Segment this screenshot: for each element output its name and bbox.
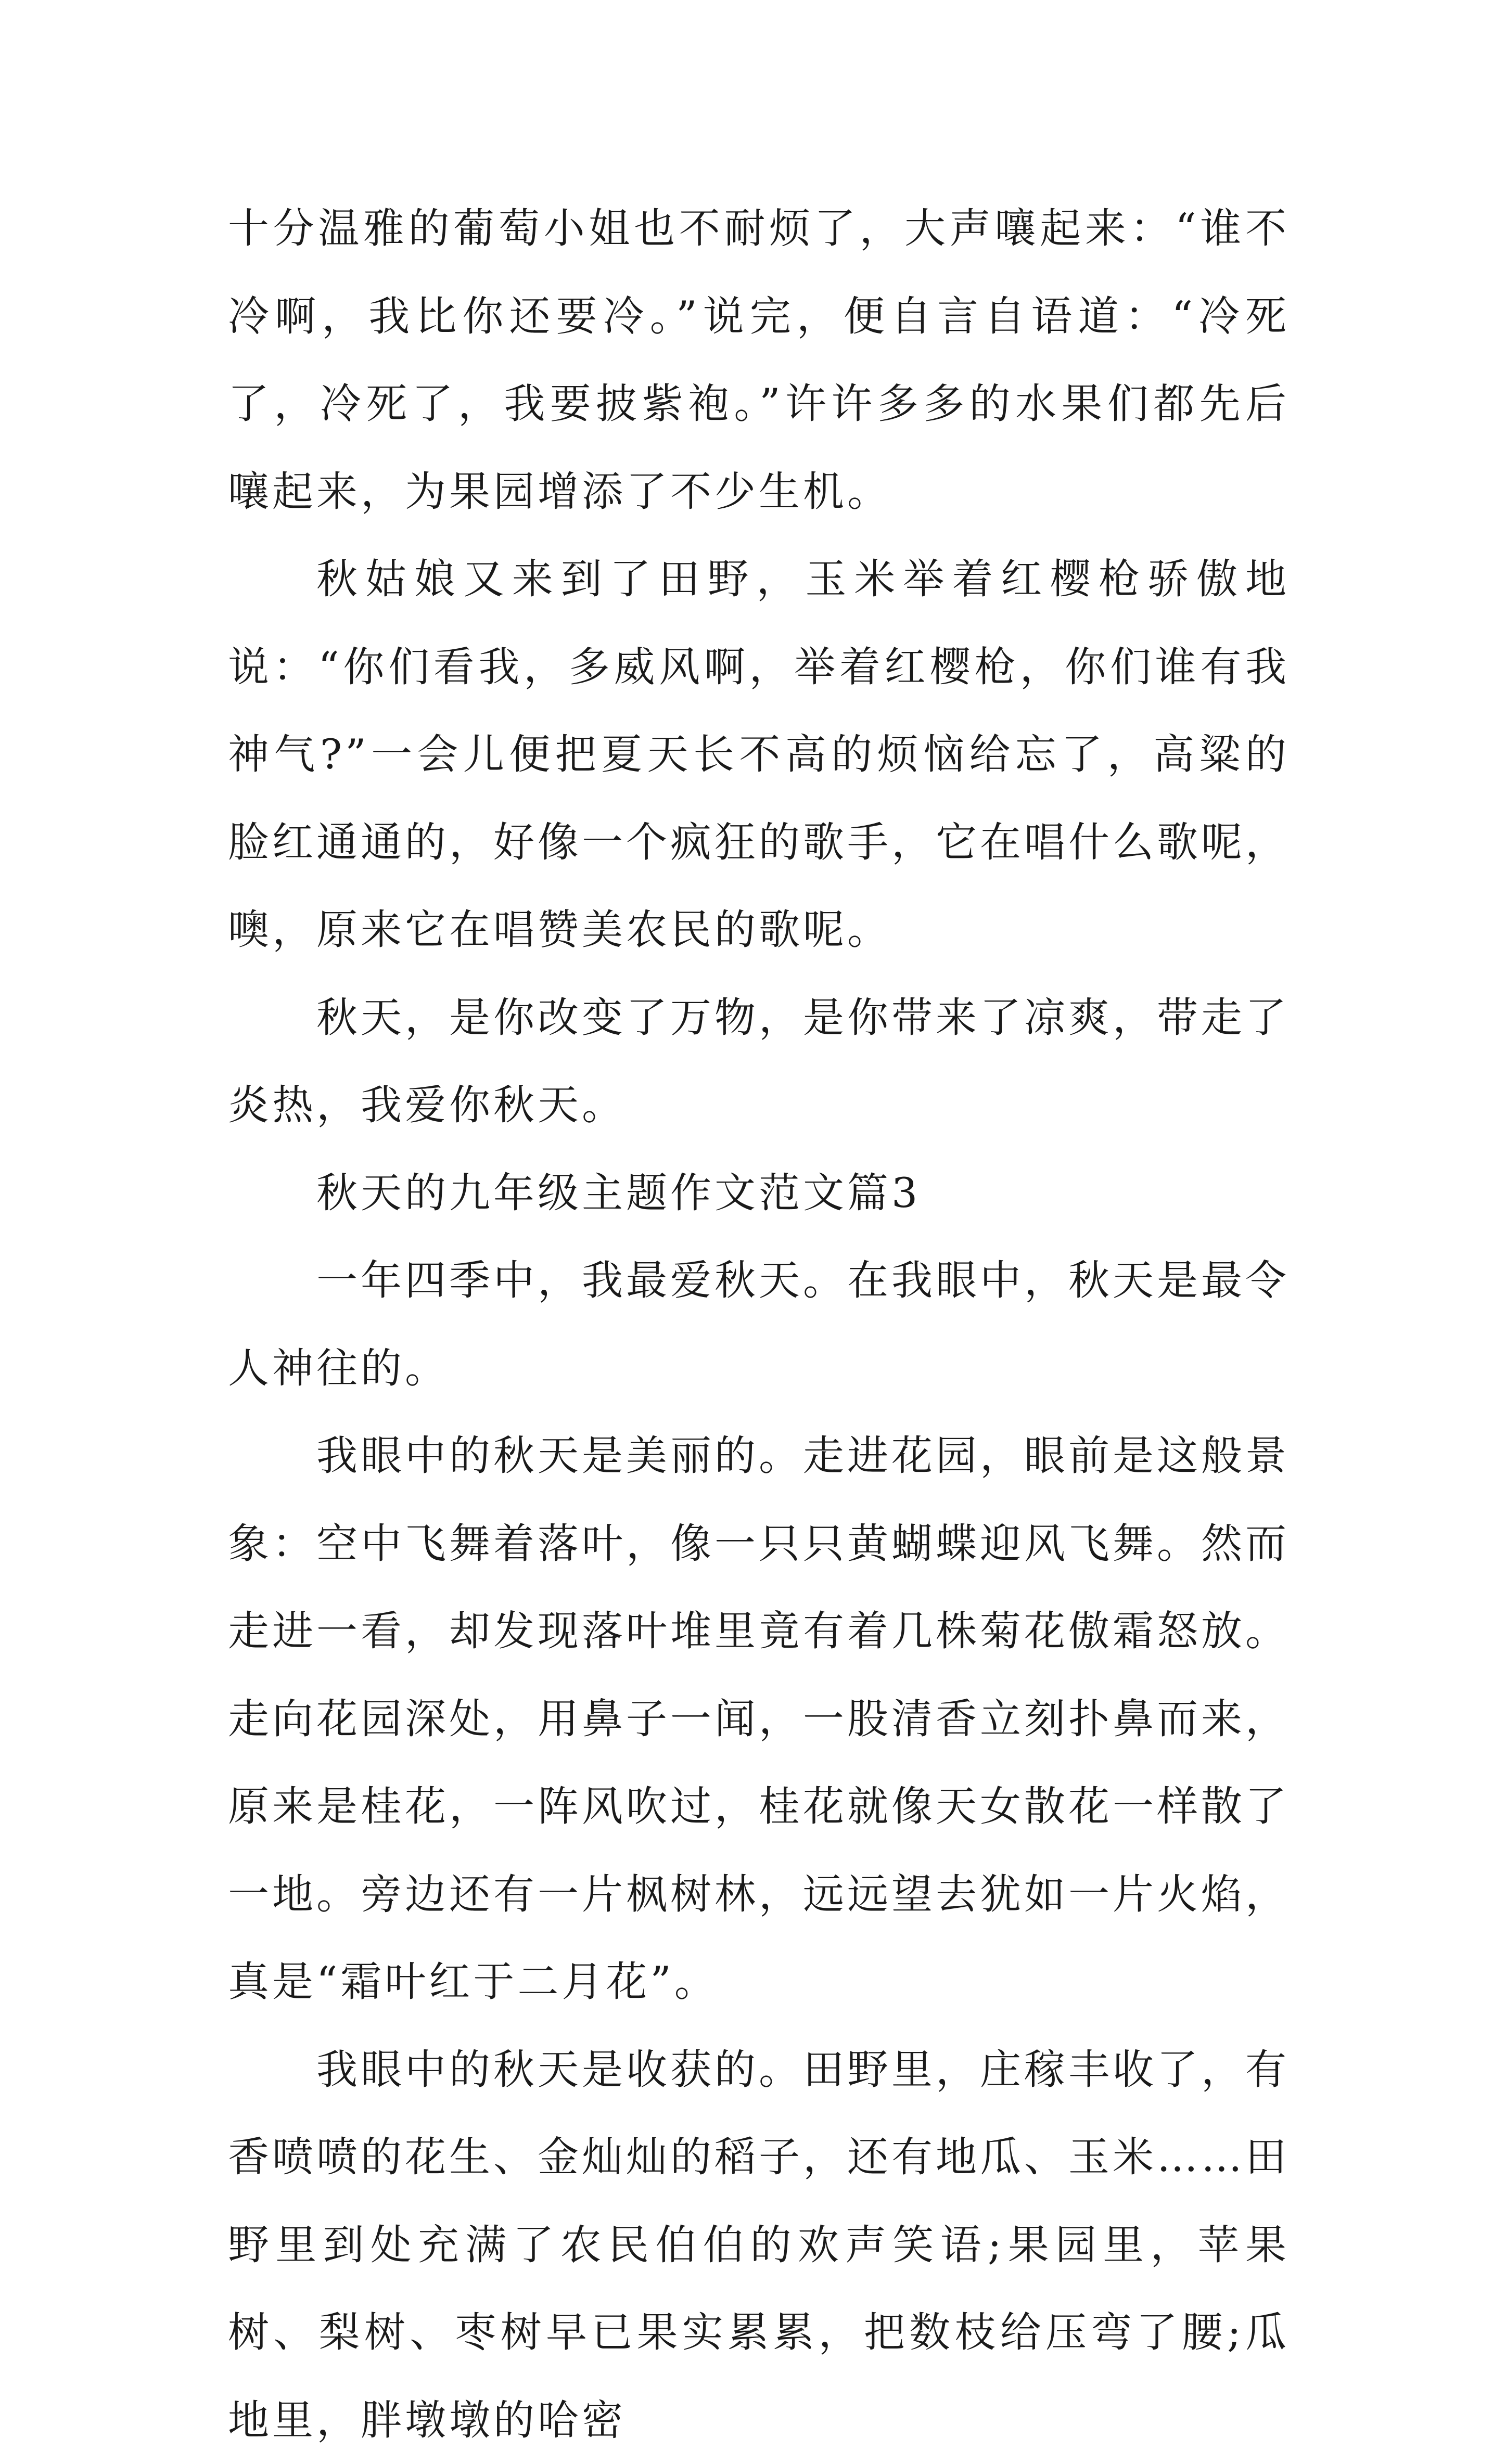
section-heading: 秋天的九年级主题作文范文篇3 — [228, 1149, 1290, 1237]
paragraph-2: 秋姑娘又来到了田野，玉米举着红樱枪骄傲地说：“你们看我，多威风啊，举着红樱枪，你们谁有我神气?”一会儿便把夏天长不高的烦恼给忘了，高粱的脸红通通的，好像一个疯狂的歌手，它在唱什么歌呢，噢，原来它在唱赞美农民的歌呢。 — [228, 535, 1290, 974]
paragraph-4: 一年四季中，我最爱秋天。在我眼中，秋天是最令人神往的。 — [228, 1237, 1290, 1412]
paragraph-5: 我眼中的秋天是美丽的。走进花园，眼前是这般景象：空中飞舞着落叶，像一只只黄蝴蝶迎风飞舞。然而走进一看，却发现落叶堆里竟有着几株菊花傲霜怒放。走向花园深处，用鼻子一闻，一股清香立刻扑鼻而来，原来是桂花，一阵风吹过，桂花就像天女散花一样散了一地。旁边还有一片枫树林，远远望去犹如一片火焰，真是“霜叶红于二月花”。 — [228, 1412, 1290, 2026]
paragraph-6: 我眼中的秋天是收获的。田野里，庄稼丰收了，有香喷喷的花生、金灿灿的稻子，还有地瓜、玉米……田野里到处充满了农民伯伯的欢声笑语;果园里，苹果树、梨树、枣树早已果实累累，把数枝给压弯了腰;瓜地里，胖墩墩的哈密 — [228, 2026, 1290, 2464]
paragraph-3: 秋天，是你改变了万物，是你带来了凉爽，带走了炎热，我爱你秋天。 — [228, 974, 1290, 1149]
document-body — [228, 185, 1290, 2464]
paragraph-1: 十分温雅的葡萄小姐也不耐烦了，大声嚷起来：“谁不冷啊，我比你还要冷。”说完，便自言自语道：“冷死了，冷死了，我要披紫袍。”许许多多的水果们都先后嚷起来，为果园增添了不少生机。 — [228, 185, 1290, 535]
